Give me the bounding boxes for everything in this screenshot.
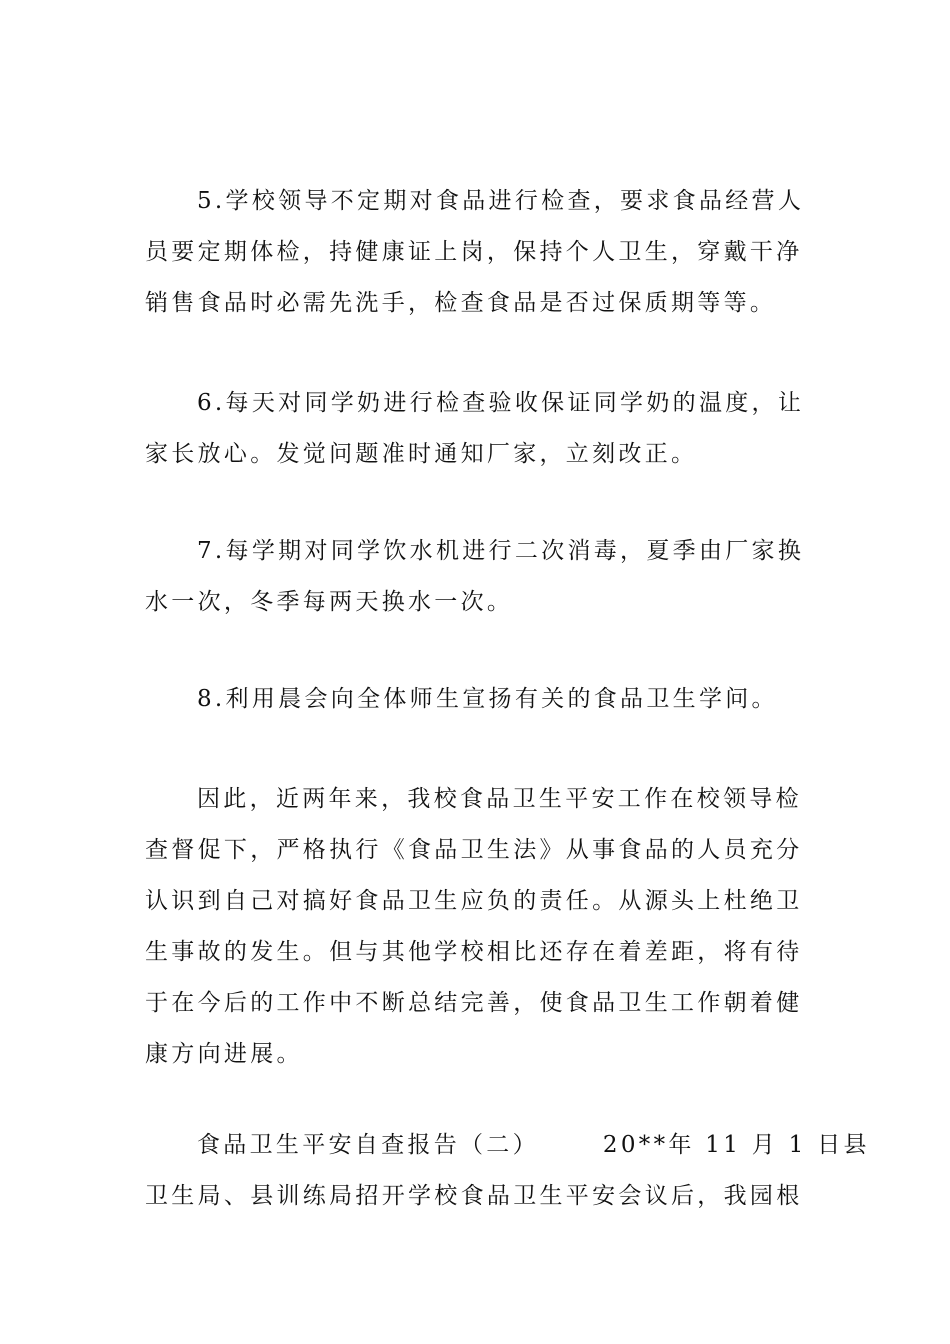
paragraph-line: 查督促下，严格执行《食品卫生法》从事食品的人员充分 xyxy=(145,837,803,863)
paragraph-line: 7.每学期对同学饮水机进行二次消毒，夏季由厂家换 xyxy=(197,538,805,564)
paragraph-conclusion xyxy=(145,774,807,1080)
report-two-title: 食品卫生平安自查报告（二） xyxy=(197,1132,539,1158)
paragraph-line: 6.每天对同学奶进行检查验收保证同学奶的温度，让 xyxy=(197,390,805,416)
paragraph-line: 5.学校领导不定期对食品进行检查，要求食品经营人 xyxy=(197,188,805,214)
paragraph-line: 家长放心。发觉问题准时通知厂家，立刻改正。 xyxy=(145,441,698,467)
paragraph-item-7 xyxy=(145,526,807,628)
paragraph-line: 8.利用晨会向全体师生宣扬有关的食品卫生学问。 xyxy=(197,686,778,712)
paragraph-item-5 xyxy=(145,176,807,329)
paragraph-line: 于在今后的工作中不断总结完善，使食品卫生工作朝着健 xyxy=(145,990,803,1016)
paragraph-item-6 xyxy=(145,378,807,480)
paragraph-item-8 xyxy=(145,674,807,725)
report-two-first-line xyxy=(145,1120,870,1171)
paragraph-line: 卫生局、县训练局招开学校食品卫生平安会议后，我园根 xyxy=(145,1183,803,1209)
paragraph-report-two xyxy=(145,1120,870,1222)
report-two-date-text: 20**年 11 月 1 日县 xyxy=(602,1132,870,1158)
paragraph-line: 销售食品时必需先洗手，检查食品是否过保质期等等。 xyxy=(145,290,777,316)
paragraph-line: 认识到自己对搞好食品卫生应负的责任。从源头上杜绝卫 xyxy=(145,888,803,914)
paragraph-line: 员要定期体检，持健康证上岗，保持个人卫生，穿戴干净 xyxy=(145,239,803,265)
paragraph-line: 生事故的发生。但与其他学校相比还存在着差距，将有待 xyxy=(145,939,803,965)
paragraph-line: 因此，近两年来，我校食品卫生平安工作在校领导检 xyxy=(197,786,802,812)
paragraph-line: 康方向进展。 xyxy=(145,1041,303,1067)
paragraph-line: 水一次，冬季每两天换水一次。 xyxy=(145,589,514,615)
